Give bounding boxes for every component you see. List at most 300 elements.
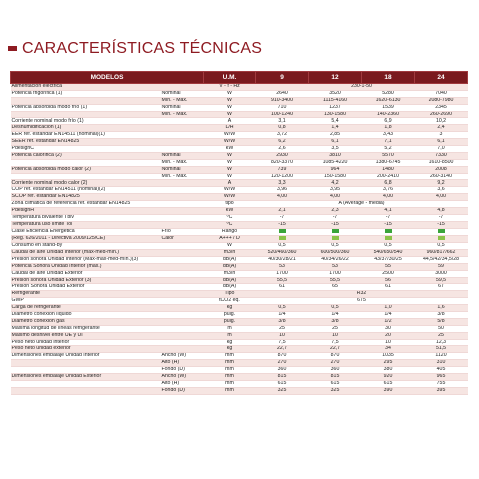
parameter-subtype: Mín. - Máx. <box>161 159 204 166</box>
parameter-name <box>11 380 161 387</box>
value-cell: 6,9 <box>362 118 415 125</box>
parameter-name: Potencia frigorífica (1) <box>11 90 161 97</box>
value-cell: 12,3 <box>415 339 468 346</box>
unit-cell: m3/h <box>204 270 256 277</box>
energy-class-label-icon <box>279 229 286 233</box>
unit-cell: dB(A) <box>204 256 256 263</box>
table-row <box>11 208 468 215</box>
value-cell: 540/650/540 <box>362 249 415 256</box>
value-cell: 310 <box>415 360 468 367</box>
value-cell: -7 <box>415 214 468 221</box>
value-cell: 5570 <box>362 152 415 159</box>
value-cell: -15 <box>362 221 415 228</box>
value-cell: 6,8 <box>362 180 415 187</box>
value-cell: -7 <box>362 214 415 221</box>
parameter-subtype <box>161 221 204 228</box>
parameter-name: Dimensiones embalaje Unidad Exterior <box>11 373 161 380</box>
table-row <box>11 132 468 139</box>
value-cell: 50 <box>415 325 468 332</box>
unit-cell: mm <box>204 387 256 394</box>
table-row <box>11 346 468 353</box>
value-cell: -15 <box>309 221 362 228</box>
value-cell: 0,5 <box>309 243 362 250</box>
value-cell: 2345 <box>415 104 468 111</box>
table-row <box>11 373 468 380</box>
value-cell: 1610-8500 <box>415 159 468 166</box>
energy-class-label-icon <box>279 236 286 240</box>
value-cell: 59 <box>415 263 468 270</box>
value-cell: 3/8 <box>309 318 362 325</box>
value-cell: 325 <box>309 387 362 394</box>
value-cell: 615 <box>256 380 309 387</box>
table-row <box>11 291 468 298</box>
parameter-name: Refrigerante <box>11 291 161 298</box>
value-cell: 1700 <box>309 270 362 277</box>
table-row <box>11 277 468 284</box>
parameter-name <box>11 111 161 118</box>
parameter-subtype: Fondo (D) <box>161 387 204 394</box>
energy-class-cell <box>309 235 362 242</box>
value-cell: 3,95 <box>309 187 362 194</box>
parameter-name: Corriente nominal modo calor (2) <box>11 180 161 187</box>
table-row <box>11 194 468 201</box>
parameter-name: SEER ref. estándar EN14825 <box>11 139 161 146</box>
value-cell: 6,2 <box>256 139 309 146</box>
value-cell: 815 <box>256 373 309 380</box>
value-cell: 0,5 <box>256 305 309 312</box>
value-cell: 260-3140 <box>415 173 468 180</box>
unit-cell: W <box>204 111 256 118</box>
unit-cell: mm <box>204 360 256 367</box>
unit-cell: A <box>204 118 256 125</box>
value-cell: 5280 <box>362 90 415 97</box>
table-row <box>11 387 468 394</box>
value-cell: 1/2 <box>362 318 415 325</box>
value-cell: 7,0 <box>415 146 468 153</box>
table-row <box>11 332 468 339</box>
value-cell: 325 <box>256 387 309 394</box>
unit-cell: ºC <box>204 221 256 228</box>
energy-class-cell <box>256 235 309 242</box>
parameter-subtype <box>161 187 204 194</box>
parameter-subtype: Nominal <box>161 166 204 173</box>
unit-cell: W <box>204 152 256 159</box>
value-cell: 22,7 <box>256 346 309 353</box>
value-cell: 755 <box>415 380 468 387</box>
value-cell: 59,5 <box>415 277 468 284</box>
parameter-subtype: Mín. - Máx. <box>161 173 204 180</box>
value-cell: 1,0 <box>362 305 415 312</box>
table-row <box>11 152 468 159</box>
value-cell: 56 <box>362 277 415 284</box>
parameter-name: (Reg. 626/2011 - Directiva 2009/125/CE) <box>11 235 161 242</box>
parameter-name: Peso neto unidad interior <box>11 339 161 346</box>
parameter-name: Máxima longitud de líneas refrigerante <box>11 325 161 332</box>
value-cell: 1620-6130 <box>362 97 415 104</box>
value-cell: 7,1 <box>362 139 415 146</box>
parameter-subtype <box>161 284 204 291</box>
value-cell: 43/37/30/25 <box>362 256 415 263</box>
unit-cell: dB(A) <box>204 277 256 284</box>
value-cell: 1700 <box>256 270 309 277</box>
parameter-name <box>11 173 161 180</box>
parameter-name: GWP <box>11 298 161 305</box>
header-models: MODELOS <box>11 72 204 84</box>
table-row <box>11 201 468 208</box>
parameter-name: Deshumidificación (1) <box>11 125 161 132</box>
value-cell: 1380-6745 <box>362 159 415 166</box>
parameter-name: COP ref. estándar EN14511 (nominal)(2) <box>11 187 161 194</box>
parameter-subtype <box>161 298 204 305</box>
parameter-subtype: Alto (H) <box>161 360 204 367</box>
parameter-subtype: Mín. - Máx. <box>161 97 204 104</box>
value-cell: 55 <box>362 263 415 270</box>
value-cell: 2,6 <box>256 146 309 153</box>
value-cell: 200-2410 <box>362 173 415 180</box>
value-cell: 7040 <box>415 90 468 97</box>
unit-cell: m <box>204 325 256 332</box>
value-cell: 2640 <box>256 90 309 97</box>
parameter-subtype <box>161 311 204 318</box>
value-cell: 10 <box>309 332 362 339</box>
value-cell: 65 <box>309 284 362 291</box>
value-cell: 4,2 <box>309 180 362 187</box>
parameter-subtype <box>161 84 204 91</box>
value-cell: 25 <box>256 325 309 332</box>
parameter-name: Peso neto unidad exterior <box>11 346 161 353</box>
value-cell: 40/34/26/22 <box>309 256 362 263</box>
parameter-subtype <box>161 214 204 221</box>
value-cell: -15 <box>256 221 309 228</box>
parameter-subtype: Nominal <box>161 152 204 159</box>
unit-cell: ºC <box>204 214 256 221</box>
table-row <box>11 380 468 387</box>
parameter-subtype <box>161 208 204 215</box>
title-accent-bar <box>8 46 17 51</box>
value-cell: -7 <box>256 214 309 221</box>
table-row <box>11 367 468 374</box>
value-cell: 1480 <box>362 166 415 173</box>
parameter-name: Clase Eficiencia Energética <box>11 228 161 235</box>
parameter-name: Dimensiones embalaje Unidad Interior <box>11 353 161 360</box>
value-cell: 34 <box>362 346 415 353</box>
parameter-subtype <box>161 318 204 325</box>
value-cell: 960/817/662 <box>415 249 468 256</box>
energy-class-cell <box>309 228 362 235</box>
energy-class-label-icon <box>385 229 392 233</box>
parameter-name: Temperatura bivalente Tbiv <box>11 214 161 221</box>
value-cell: 3,5 <box>309 146 362 153</box>
table-row <box>11 305 468 312</box>
unit-cell: W <box>204 173 256 180</box>
energy-class-cell <box>362 228 415 235</box>
table-row <box>11 243 468 250</box>
unit-cell: L/H <box>204 125 256 132</box>
value-cell: 2,85 <box>309 132 362 139</box>
table-row <box>11 84 468 91</box>
value-cell: 44,5/42/34,5/28 <box>415 256 468 263</box>
parameter-name <box>11 360 161 367</box>
unit-cell: W <box>204 90 256 97</box>
value-cell: 3/8 <box>415 311 468 318</box>
value-cell: 964 <box>309 166 362 173</box>
energy-class-cell <box>362 235 415 242</box>
table-row <box>11 166 468 173</box>
shared-value-cell: 230-1-50 <box>256 84 468 91</box>
parameter-subtype <box>161 180 204 187</box>
value-cell: 3,72 <box>256 132 309 139</box>
header-model-9: 9 <box>256 72 309 84</box>
table-row <box>11 284 468 291</box>
value-cell: -7 <box>309 214 362 221</box>
parameter-name: Zona climática de referencia ref. estándar EN14825 <box>11 201 161 208</box>
value-cell: 520/460/360 <box>256 249 309 256</box>
value-cell: 55,5 <box>256 277 309 284</box>
value-cell: 53 <box>309 263 362 270</box>
value-cell: 3810 <box>309 152 362 159</box>
value-cell: 30 <box>362 325 415 332</box>
value-cell: 2080-7980 <box>415 97 468 104</box>
parameter-subtype <box>161 325 204 332</box>
parameter-subtype: Calor <box>161 235 204 242</box>
value-cell: 3,1 <box>256 118 309 125</box>
unit-cell: Rango <box>204 228 256 235</box>
unit-cell: mm <box>204 373 256 380</box>
parameter-subtype <box>161 201 204 208</box>
value-cell: 4,8 <box>415 208 468 215</box>
unit-cell: mm <box>204 367 256 374</box>
value-cell: 150-1580 <box>309 173 362 180</box>
specifications-table <box>10 71 468 395</box>
table-row <box>11 180 468 187</box>
parameter-subtype <box>161 139 204 146</box>
table-row <box>11 118 468 125</box>
energy-class-cell <box>415 235 468 242</box>
table-row <box>11 214 468 221</box>
unit-cell: W <box>204 159 256 166</box>
value-cell: 3520 <box>309 90 362 97</box>
value-cell: 25 <box>309 325 362 332</box>
unit-cell: tipo <box>204 201 256 208</box>
parameter-subtype <box>161 249 204 256</box>
energy-class-label-icon <box>385 236 392 240</box>
table-row <box>11 139 468 146</box>
value-cell: 40/30/28/21 <box>256 256 309 263</box>
value-cell: 7,5 <box>309 339 362 346</box>
parameter-subtype <box>161 305 204 312</box>
value-cell: 615 <box>309 380 362 387</box>
value-cell: 3 <box>415 132 468 139</box>
parameter-subtype <box>161 256 204 263</box>
unit-cell: W/W <box>204 132 256 139</box>
value-cell: 2500 <box>362 270 415 277</box>
table-row <box>11 146 468 153</box>
value-cell: 4,1 <box>362 208 415 215</box>
parameter-name: SCOP ref. estándar EN14825 <box>11 194 161 201</box>
energy-class-label-icon <box>438 236 445 240</box>
unit-cell: tCO2 eq. <box>204 298 256 305</box>
value-cell: 405 <box>415 367 468 374</box>
shared-value-cell: A (Average - media) <box>256 201 468 208</box>
parameter-name: Corriente nominal modo frío (1) <box>11 118 161 125</box>
value-cell: 3,3 <box>256 180 309 187</box>
table-row <box>11 187 468 194</box>
parameter-name: Potencia absorbida modo calor (2) <box>11 166 161 173</box>
value-cell: -15 <box>415 221 468 228</box>
unit-cell: pulg. <box>204 318 256 325</box>
value-cell: 870 <box>256 353 309 360</box>
unit-cell: A <box>204 180 256 187</box>
value-cell: 2930 <box>256 152 309 159</box>
parameter-name: Potencia absorbida modo frío (1) <box>11 104 161 111</box>
parameter-name: Diámetro conexión gas <box>11 318 161 325</box>
value-cell: 53 <box>256 263 309 270</box>
value-cell: 5/8 <box>415 318 468 325</box>
parameter-subtype <box>161 132 204 139</box>
unit-cell: pulg. <box>204 311 256 318</box>
table-body <box>11 84 468 395</box>
value-cell: 55,5 <box>309 277 362 284</box>
shared-value-cell: 675 <box>256 298 468 305</box>
unit-cell: W <box>204 243 256 250</box>
value-cell: 4,00 <box>362 194 415 201</box>
value-cell: 600/500/360 <box>309 249 362 256</box>
value-cell: 1120 <box>415 353 468 360</box>
parameter-subtype <box>161 146 204 153</box>
value-cell: 5,4 <box>309 118 362 125</box>
parameter-subtype <box>161 118 204 125</box>
page-title: CARACTERÍSTICAS TÉCNICAS <box>22 40 263 57</box>
parameter-subtype <box>161 291 204 298</box>
unit-cell: m <box>204 332 256 339</box>
value-cell: 1/4 <box>309 311 362 318</box>
unit-cell: m3/h <box>204 249 256 256</box>
parameter-name: Presión sonora Unidad Interior (Máx-máx-med-mín.)(3) <box>11 256 161 263</box>
parameter-subtype <box>161 270 204 277</box>
unit-cell: V - f - Hz <box>204 84 256 91</box>
parameter-name: Presión sonora Unidad Exterior (3) <box>11 277 161 284</box>
value-cell: 360 <box>256 367 309 374</box>
value-cell: 615 <box>362 380 415 387</box>
parameter-subtype <box>161 332 204 339</box>
value-cell: 395 <box>415 387 468 394</box>
value-cell: 51,5 <box>415 346 468 353</box>
parameter-name: Máximo desnivel entre UE y UI <box>11 332 161 339</box>
table-row <box>11 318 468 325</box>
parameter-subtype: Ancho (W) <box>161 353 204 360</box>
value-cell: 22,7 <box>309 346 362 353</box>
value-cell: 1,4 <box>309 125 362 132</box>
parameter-name: EER ref. estándar EN14511 (nominal)(1) <box>11 132 161 139</box>
parameter-name: PdesignC <box>11 146 161 153</box>
unit-cell: W/W <box>204 187 256 194</box>
value-cell: 910-3400 <box>256 97 309 104</box>
value-cell: 739 <box>256 166 309 173</box>
value-cell: 1,8 <box>362 125 415 132</box>
value-cell: 0,5 <box>415 243 468 250</box>
value-cell: 2,4 <box>415 125 468 132</box>
parameter-name: Consumo en stand-by <box>11 243 161 250</box>
value-cell: 360 <box>309 367 362 374</box>
parameter-subtype <box>161 125 204 132</box>
value-cell: 1115-4160 <box>309 97 362 104</box>
value-cell: 100-1240 <box>256 111 309 118</box>
parameter-name <box>11 367 161 374</box>
value-cell: 67 <box>415 284 468 291</box>
value-cell: 4,00 <box>256 194 309 201</box>
unit-cell: W/W <box>204 194 256 201</box>
parameter-name <box>11 159 161 166</box>
parameter-subtype <box>161 194 204 201</box>
unit-cell: kg <box>204 305 256 312</box>
value-cell: 1539 <box>362 104 415 111</box>
parameter-name: Carga de refrigerante <box>11 305 161 312</box>
value-cell: 61 <box>362 284 415 291</box>
table-row <box>11 97 468 104</box>
parameter-name: Alimentación eléctrica <box>11 84 161 91</box>
value-cell: 380 <box>362 367 415 374</box>
parameter-subtype <box>161 243 204 250</box>
table-row <box>11 228 468 235</box>
parameter-subtype <box>161 346 204 353</box>
value-cell: 10 <box>362 339 415 346</box>
value-cell: 4,00 <box>309 194 362 201</box>
value-cell: 920 <box>362 373 415 380</box>
value-cell: 270 <box>309 360 362 367</box>
unit-cell: A+++ / D <box>204 235 256 242</box>
value-cell: 820-3370 <box>256 159 309 166</box>
parameter-subtype: Alto (H) <box>161 380 204 387</box>
table-row <box>11 360 468 367</box>
value-cell: 270 <box>256 360 309 367</box>
parameter-name: Caudal de aire Unidad Interior (máx-med-mín.) <box>11 249 161 256</box>
energy-class-label-icon <box>332 236 339 240</box>
value-cell: 25 <box>415 332 468 339</box>
value-cell: 3000 <box>415 270 468 277</box>
energy-class-label-icon <box>438 229 445 233</box>
parameter-subtype: Ancho (W) <box>161 373 204 380</box>
value-cell: 2,1 <box>256 208 309 215</box>
energy-class-cell <box>256 228 309 235</box>
value-cell: 1,6 <box>415 305 468 312</box>
value-cell: 1/4 <box>256 311 309 318</box>
parameter-subtype: Frío <box>161 228 204 235</box>
unit-cell: Tipo <box>204 291 256 298</box>
value-cell: 3,43 <box>362 132 415 139</box>
parameter-subtype: Nominal <box>161 104 204 111</box>
value-cell: 120-1200 <box>256 173 309 180</box>
value-cell: 7330 <box>415 152 468 159</box>
value-cell: 3,6 <box>415 187 468 194</box>
value-cell: 5,2 <box>362 146 415 153</box>
value-cell: 870 <box>309 353 362 360</box>
unit-cell: W <box>204 97 256 104</box>
table-row <box>11 235 468 242</box>
parameter-subtype <box>161 263 204 270</box>
value-cell: 9,2 <box>415 180 468 187</box>
unit-cell: mm <box>204 353 256 360</box>
value-cell: 0,5 <box>362 243 415 250</box>
parameter-name: Caudal de aire Unidad Exterior <box>11 270 161 277</box>
value-cell: 295 <box>362 360 415 367</box>
unit-cell: kW <box>204 146 256 153</box>
table-row <box>11 125 468 132</box>
parameter-name: Presión Sonora Unidad Exterior <box>11 284 161 291</box>
table-header-row <box>11 72 468 84</box>
value-cell: 965 <box>415 373 468 380</box>
unit-cell: W <box>204 104 256 111</box>
parameter-name: Potencia Sonora Unidad Interior (máx.) <box>11 263 161 270</box>
